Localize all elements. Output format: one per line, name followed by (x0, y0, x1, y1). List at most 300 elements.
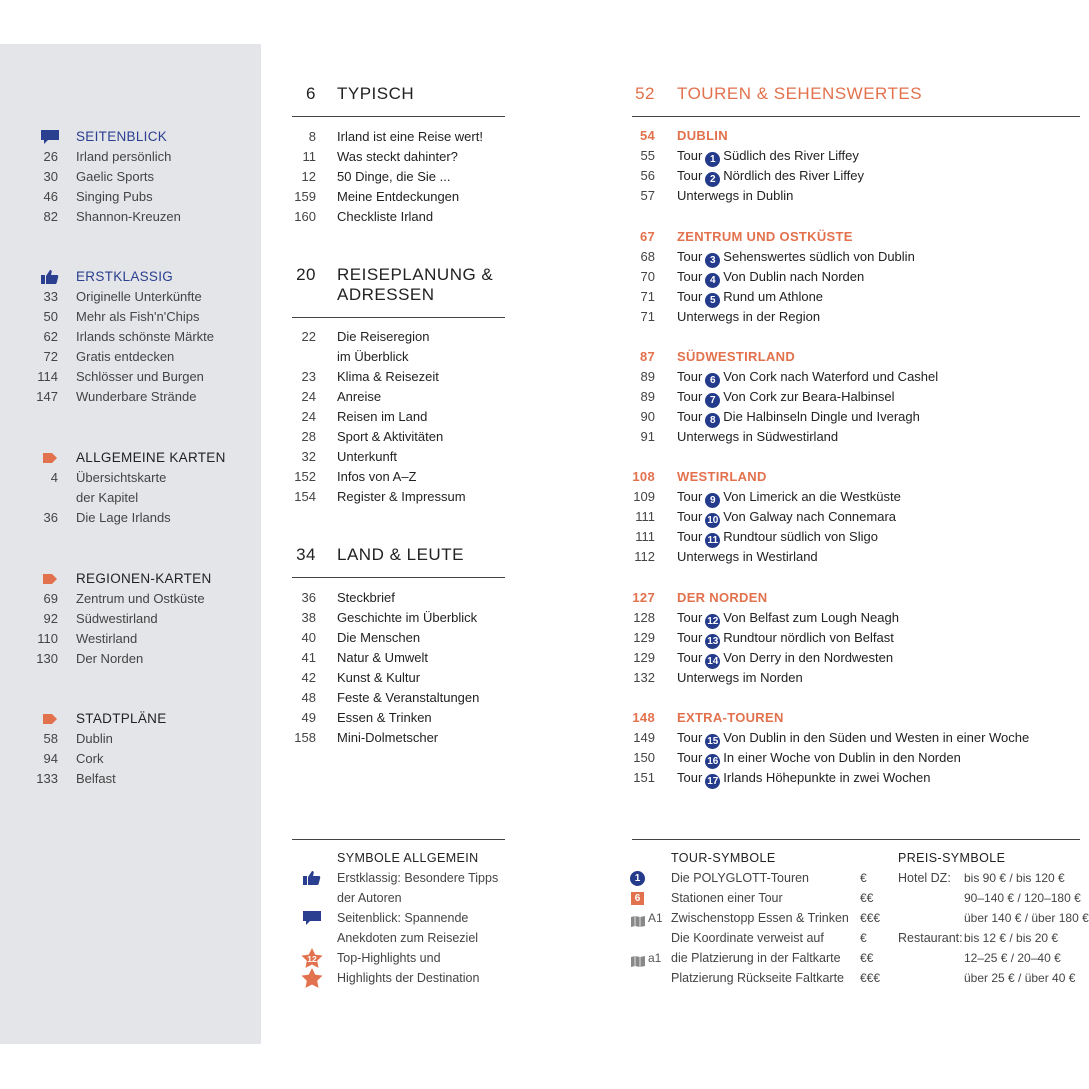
legend-line: Anekdoten zum Reiseziel (337, 931, 479, 945)
price-value: 12–25 € / 20–40 € (964, 951, 1061, 965)
item-label: Reisen im Land (337, 409, 428, 424)
page-number: 33 (43, 289, 58, 304)
legend-line (620, 868, 860, 888)
list-item[interactable] (0, 387, 1089, 407)
page-number: 38 (301, 610, 316, 625)
tour-number-badge: 13 (707, 636, 719, 647)
tour-label: Tour (677, 730, 703, 745)
list-item[interactable] (0, 247, 1089, 267)
price-euros: €€ (860, 951, 874, 965)
legend-symbol (620, 948, 670, 968)
page-number: 22 (301, 329, 316, 344)
list-item[interactable] (0, 186, 1089, 206)
legend-symbol (620, 928, 670, 948)
page-number: 151 (633, 770, 655, 785)
item-label: Die Lage Irlands (76, 510, 171, 525)
legend-lines (300, 868, 510, 988)
page-number: 71 (640, 309, 655, 324)
item-label-wrap (677, 247, 915, 268)
item-label-wrap (677, 728, 1029, 749)
item-label-wrap (677, 287, 823, 308)
item-label: Rundtour südlich von Sligo (723, 529, 878, 544)
legend-line (860, 908, 1089, 928)
region-title: WESTIRLAND (677, 469, 767, 484)
page-number: 159 (294, 189, 316, 204)
page-number: 129 (633, 650, 655, 665)
page-number: 133 (36, 771, 58, 786)
legend-title: PREIS-SYMBOLE (898, 851, 1006, 865)
page-number: 92 (43, 611, 58, 626)
tour-number-badge: 10 (707, 515, 719, 526)
item-label: der Kapitel (76, 490, 139, 505)
item-label: Südwestirland (76, 611, 158, 626)
item-label-wrap (677, 367, 938, 388)
thumbs-up-icon (302, 870, 322, 892)
page-number: 12 (301, 169, 316, 184)
list-item[interactable] (0, 608, 1089, 628)
legend-symbol (620, 908, 670, 928)
legend-line (620, 948, 860, 968)
legend-line (860, 968, 1085, 988)
item-label: Von Belfast zum Lough Neagh (723, 610, 899, 625)
tour-number-badge: 7 (705, 393, 720, 408)
page-number: 82 (43, 209, 58, 224)
divider (292, 577, 505, 578)
list-item[interactable] (0, 507, 1089, 527)
list-item[interactable] (0, 668, 1089, 688)
page-number: 90 (640, 409, 655, 424)
page-number: 160 (294, 209, 316, 224)
item-label: Klima & Reisezeit (337, 369, 439, 384)
legend-line (860, 868, 1085, 888)
page-number: 36 (301, 590, 316, 605)
page-number: 152 (294, 469, 316, 484)
price-euros: € (860, 871, 867, 885)
legend-text: Zwischenstopp Essen & Trinken (671, 911, 849, 925)
page-number: 26 (43, 149, 58, 164)
item-label: Von Dublin in den Süden und Westen in einer Woche (723, 730, 1030, 745)
region-section (0, 467, 1089, 567)
chapter-title: TYPISCH (337, 84, 415, 103)
price-value: über 140 € / über 180 € (964, 911, 1089, 925)
item-label: Von Cork zur Beara-Halbinsel (723, 389, 895, 404)
region-section (0, 708, 1089, 788)
price-category: Restaurant: (898, 931, 963, 945)
item-label: Von Cork nach Waterford und Cashel (723, 369, 939, 384)
item-label: Belfast (76, 771, 116, 786)
tour-number-badge: 2 (705, 172, 720, 187)
item-label: Die Halbinseln Dingle und Iveragh (723, 409, 920, 424)
item-label: In einer Woche von Dublin in den Norden (723, 750, 961, 765)
legend-title: TOUR-SYMBOLE (671, 851, 776, 865)
page-number: 89 (640, 369, 655, 384)
list-item[interactable] (0, 728, 1089, 748)
legend-price (860, 848, 1089, 988)
item-label: Steckbrief (337, 590, 395, 605)
legend-line: Seitenblick: Spannende (337, 911, 469, 925)
divider (632, 116, 1080, 117)
item-label: Unterkunft (337, 449, 397, 464)
item-label-wrap (677, 527, 878, 548)
item-label: Rund um Athlone (723, 289, 824, 304)
page-number: 24 (301, 389, 316, 404)
list-item[interactable] (0, 447, 600, 467)
tour-label: Tour (677, 650, 703, 665)
item-label: Mini-Dolmetscher (337, 730, 439, 745)
tour-number-badge: 12 (707, 616, 719, 627)
page-number: 50 (43, 309, 58, 324)
region-heading[interactable] (0, 588, 1089, 608)
item-label: Der Norden (76, 651, 144, 666)
chapter-title: ADRESSEN (337, 285, 435, 304)
item-label: Feste & Veranstaltungen (337, 690, 480, 705)
tour-number-badge: 17 (707, 776, 719, 787)
sidebar-section-title: ALLGEMEINE KARTEN (76, 450, 226, 465)
page-number: 154 (294, 489, 316, 504)
page-number: 114 (37, 369, 58, 384)
page-number: 32 (301, 449, 316, 464)
item-label: Was steckt dahinter? (337, 149, 458, 164)
tour-label: Tour (677, 269, 703, 284)
tour-number-badge: 16 (707, 756, 719, 767)
legend-line (620, 888, 860, 908)
item-label: Gaelic Sports (76, 169, 155, 184)
item-label-wrap (677, 427, 838, 447)
region-section (0, 227, 1089, 327)
item-label: Gratis entdecken (76, 349, 175, 364)
page-number: 149 (633, 730, 655, 745)
price-value: bis 12 € / bis 20 € (964, 931, 1059, 945)
tour-number-badge: 15 (707, 736, 719, 747)
page-number: 89 (640, 389, 655, 404)
region-heading[interactable] (0, 708, 1089, 728)
item-label: Von Derry in den Nordwesten (723, 650, 894, 665)
chapter-title: REISEPLANUNG & (337, 265, 494, 284)
page-number: 23 (301, 369, 316, 384)
page-number: 111 (635, 529, 655, 544)
divider (292, 116, 505, 117)
item-label-wrap (677, 648, 893, 669)
region-title: SÜDWESTIRLAND (677, 349, 796, 364)
page-number: 110 (37, 631, 58, 646)
legend-general (300, 848, 510, 988)
list-item[interactable] (0, 146, 1089, 166)
list-item[interactable] (0, 427, 1089, 447)
item-label: Rundtour nördlich von Belfast (723, 630, 894, 645)
price-euros: €€€ (860, 911, 881, 925)
legend-line: Highlights der Destination (337, 971, 480, 985)
page-number: 69 (43, 591, 58, 606)
legend-text: die Platzierung in der Faltkarte (671, 951, 841, 965)
list-item[interactable] (0, 267, 1089, 287)
price-category: Hotel DZ: (898, 871, 951, 885)
list-item[interactable] (0, 327, 600, 347)
item-label-wrap (677, 186, 793, 206)
item-label: Irland ist eine Reise wert! (337, 129, 483, 144)
page-number: 11 (302, 149, 316, 164)
page-number: 41 (301, 650, 316, 665)
page-number: 46 (43, 189, 58, 204)
item-label: Kunst & Kultur (337, 670, 421, 685)
page-number: 8 (308, 129, 316, 144)
list-item[interactable] (0, 207, 600, 227)
page-number: 30 (43, 169, 58, 184)
list-item[interactable] (0, 768, 1089, 788)
list-item[interactable] (0, 407, 1089, 427)
divider (632, 839, 1080, 840)
legend-line (860, 948, 1085, 968)
item-label: Von Limerick an die Westküste (723, 489, 901, 504)
region-section (0, 588, 1089, 688)
region-page-number: 67 (639, 229, 655, 244)
region-section (0, 347, 1089, 447)
item-label-wrap (677, 628, 894, 649)
price-euros: €€€ (860, 971, 881, 985)
item-label: Sehenswertes südlich von Dublin (723, 249, 915, 264)
item-label: Irlands Höhepunkte in zwei Wochen (723, 770, 931, 785)
page-number: 56 (640, 168, 655, 183)
item-label: Von Galway nach Connemara (723, 509, 897, 524)
legend-symbol (620, 868, 670, 888)
item-label: Originelle Unterkünfte (76, 289, 202, 304)
list-item[interactable] (0, 628, 1089, 648)
region-title: ZENTRUM UND OSTKÜSTE (677, 229, 853, 244)
legend-symbol (620, 968, 670, 988)
page-number: 129 (633, 630, 655, 645)
page-number: 70 (640, 269, 655, 284)
legend-line: der Autoren (337, 891, 402, 905)
item-label: Singing Pubs (76, 189, 153, 204)
tour-number-badge: 3 (705, 253, 720, 268)
item-label: Meine Entdeckungen (337, 189, 460, 204)
page-number: 94 (43, 751, 58, 766)
tour-number-badge: 6 (705, 373, 720, 388)
item-label: Von Dublin nach Norden (723, 269, 865, 284)
page-number: 28 (301, 429, 316, 444)
tour-label: Tour (677, 369, 703, 384)
region-page-number: 108 (632, 469, 655, 484)
chapter-page-number: 6 (306, 84, 316, 103)
item-label-wrap (677, 407, 920, 428)
item-label-wrap (677, 387, 895, 408)
tour-label: Tour (677, 630, 703, 645)
item-label: Dublin (76, 731, 113, 746)
list-item[interactable] (0, 287, 1089, 307)
legend-symbol (620, 888, 670, 908)
page-number: 158 (294, 730, 316, 745)
legend-icons (300, 868, 330, 998)
map-coordinate: a1 (648, 951, 662, 965)
tour-label: Tour (677, 509, 703, 524)
region-heading[interactable] (0, 347, 1089, 367)
chapter-page-number: 20 (296, 265, 316, 284)
sidebar-section-title: ERSTKLASSIG (76, 269, 174, 284)
region-title: EXTRA-TOUREN (677, 710, 784, 725)
list-item[interactable] (0, 367, 1089, 387)
legend-text: Stationen einer Tour (671, 891, 783, 905)
item-label: Südlich des River Liffey (723, 148, 859, 163)
item-label: Schlösser und Burgen (76, 369, 204, 384)
legend-text: Die Koordinate verweist auf (671, 931, 824, 945)
station-icon: 6 (631, 892, 644, 905)
tour-label: Tour (677, 389, 703, 404)
legend-line (860, 888, 1085, 908)
page-number: 55 (640, 148, 655, 163)
page-number: 57 (640, 188, 655, 203)
divider (292, 839, 505, 840)
list-item[interactable] (0, 688, 600, 708)
page-number: 112 (634, 549, 655, 564)
item-label: Zentrum und Ostküste (76, 591, 205, 606)
tour-label: Tour (677, 610, 703, 625)
region-page-number: 54 (639, 128, 655, 143)
page-number: 36 (43, 510, 58, 525)
list-item[interactable] (0, 307, 1089, 327)
item-label: Unterwegs im Norden (677, 670, 803, 685)
tour-number-badge: 14 (707, 656, 719, 667)
item-label: Sport & Aktivitäten (337, 429, 444, 444)
price-value: über 25 € / über 40 € (964, 971, 1076, 985)
region-title: DER NORDEN (677, 590, 768, 605)
list-item[interactable] (0, 648, 1089, 668)
page-number: 62 (43, 329, 58, 344)
page-number: 91 (640, 429, 655, 444)
tour-number-badge: 11 (705, 533, 720, 548)
sidebar-section-title: STADTPLÄNE (76, 711, 167, 726)
legend-text: Die POLYGLOTT-Touren (671, 871, 810, 885)
item-label-wrap (677, 267, 864, 288)
page-number: 58 (43, 731, 58, 746)
region-page-number: 148 (632, 710, 655, 725)
tour-label: Tour (677, 770, 703, 785)
item-label: Unterwegs in Dublin (677, 188, 794, 203)
item-label: Die Menschen (337, 630, 421, 645)
page-number: 132 (633, 670, 655, 685)
page-number: 109 (633, 489, 655, 504)
item-label: Nördlich des River Liffey (723, 168, 864, 183)
page-number: 130 (36, 651, 58, 666)
tour-badge-icon: 1 (630, 871, 645, 886)
legend-line (620, 968, 860, 988)
item-label-wrap (677, 307, 820, 327)
item-label-wrap (677, 768, 930, 789)
item-label: Natur & Umwelt (337, 650, 429, 665)
page-number: 72 (43, 349, 58, 364)
region-heading[interactable] (0, 467, 1089, 487)
map-tag-icon (40, 571, 60, 587)
highlight-star-icon (300, 967, 324, 989)
sidebar-section-title: SEITENBLICK (76, 129, 168, 144)
tour-label: Tour (677, 489, 703, 504)
tour-number-badge: 4 (705, 273, 720, 288)
page-number: 68 (640, 249, 655, 264)
item-label: im Überblick (337, 349, 409, 364)
item-label-wrap (677, 166, 864, 187)
price-value: bis 90 € / bis 120 € (964, 871, 1065, 885)
list-item[interactable] (0, 166, 1089, 186)
map-coordinate: A1 (648, 911, 663, 925)
tour-label: Tour (677, 409, 703, 424)
item-label: Checkliste Irland (337, 209, 434, 224)
tour-label: Tour (677, 529, 703, 544)
tour-number-badge: 1 (705, 152, 720, 167)
page-number: 150 (633, 750, 655, 765)
region-page-number: 127 (632, 590, 655, 605)
item-label-wrap (677, 487, 901, 508)
region-page-number: 87 (639, 349, 655, 364)
speech-bubble-icon (302, 910, 322, 932)
item-label-wrap (677, 146, 859, 167)
item-label: Wunderbare Strände (76, 389, 197, 404)
item-label: Anreise (337, 389, 382, 404)
item-label-wrap (677, 608, 899, 629)
list-item[interactable] (0, 748, 1089, 768)
item-label: Die Reiseregion (337, 329, 430, 344)
page-number: 40 (301, 630, 316, 645)
page-number: 128 (633, 610, 655, 625)
item-label: 50 Dinge, die Sie ... (337, 169, 451, 184)
legend-line (860, 928, 1085, 948)
item-label: Geschichte im Überblick (337, 610, 478, 625)
item-label: Irlands schönste Märkte (76, 329, 215, 344)
chapter-title: TOUREN & SEHENSWERTES (677, 84, 923, 103)
page-number: 24 (301, 409, 316, 424)
region-section (0, 126, 1089, 206)
item-label: Infos von A–Z (337, 469, 417, 484)
tour-number-badge: 8 (705, 413, 720, 428)
legend-text: Platzierung Rückseite Faltkarte (671, 971, 844, 985)
legend-line: Erstklassig: Besondere Tipps (337, 871, 499, 885)
star-number: 12 (307, 954, 317, 964)
chapter-title: LAND & LEUTE (337, 545, 464, 564)
item-label-wrap (677, 668, 803, 688)
price-euros: € (860, 931, 867, 945)
item-label: Irland persönlich (76, 149, 172, 164)
page-number: 147 (36, 389, 58, 404)
price-euros: €€ (860, 891, 874, 905)
list-item[interactable] (0, 547, 1089, 567)
tour-label: Tour (677, 750, 703, 765)
legend-line (620, 928, 860, 948)
region-heading[interactable] (0, 227, 1089, 247)
tour-label: Tour (677, 249, 703, 264)
chapter-page-number: 34 (296, 545, 316, 564)
page-number: 111 (635, 509, 655, 524)
chapter-page-number: 52 (635, 84, 655, 103)
page-number: 49 (301, 710, 316, 725)
page-number: 42 (301, 670, 316, 685)
item-label: Übersichtskarte (76, 470, 167, 485)
sidebar-section-header (0, 569, 261, 589)
list-item[interactable] (0, 527, 1089, 547)
tour-number-badge: 9 (705, 493, 720, 508)
tour-label: Tour (677, 168, 703, 183)
legend-line (620, 908, 860, 928)
page-number: 4 (50, 470, 58, 485)
page-number: 48 (301, 690, 316, 705)
list-item[interactable] (0, 487, 1089, 507)
item-label-wrap (677, 507, 896, 528)
legend-line: Top-Highlights und (337, 951, 441, 965)
legend-tour (620, 848, 860, 988)
legend-title: SYMBOLE ALLGEMEIN (337, 851, 479, 865)
region-heading[interactable] (0, 126, 1089, 146)
item-label: Unterwegs in Westirland (677, 549, 818, 564)
item-label: Cork (76, 751, 104, 766)
tour-label: Tour (677, 289, 703, 304)
page-number: 71 (640, 289, 655, 304)
item-label-wrap (677, 748, 961, 769)
